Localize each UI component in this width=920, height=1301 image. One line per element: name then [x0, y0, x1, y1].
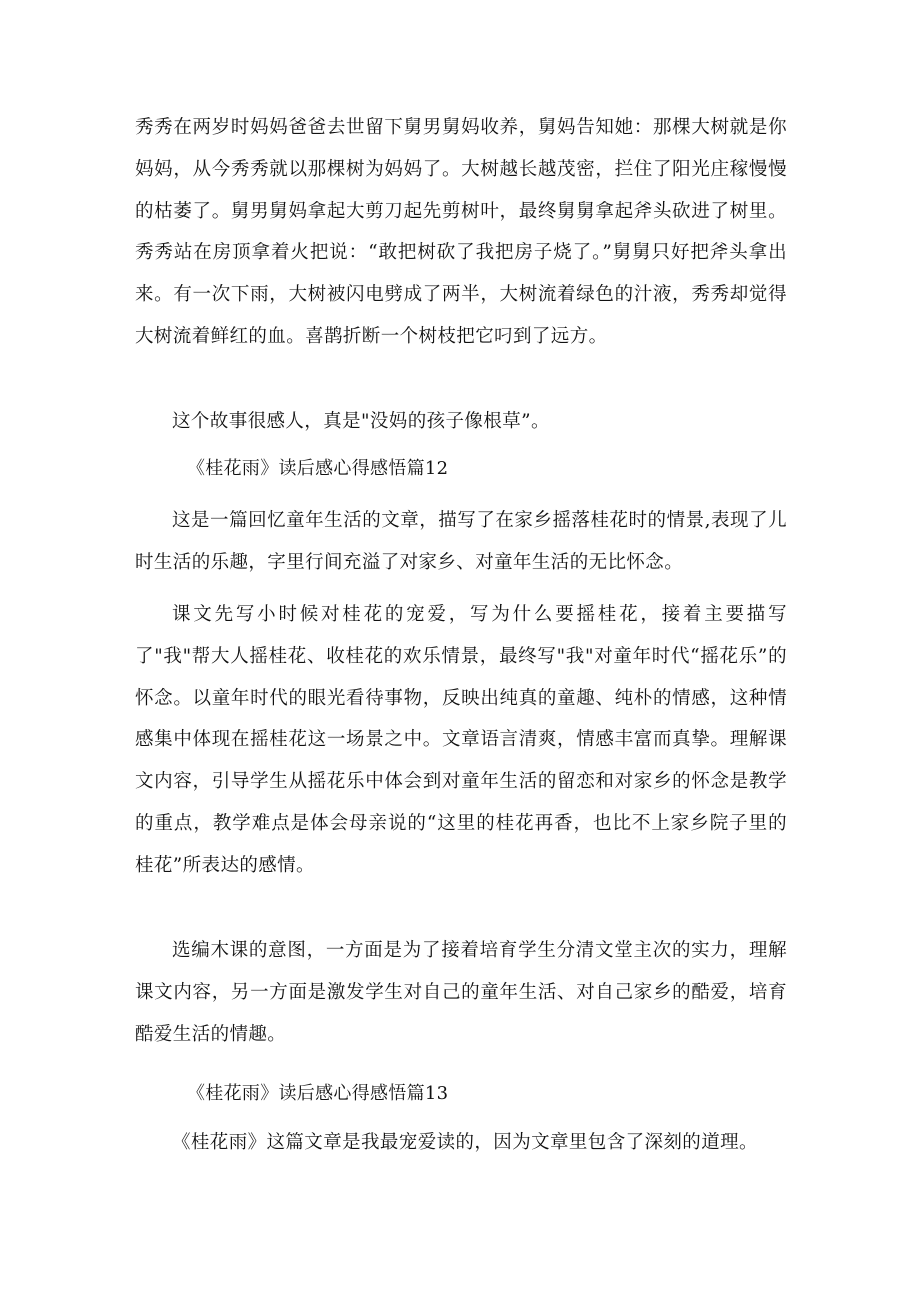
section-heading-12: 《桂花雨》读后感心得感悟篇12: [187, 458, 449, 479]
essay-analysis-paragraph: 课文先写小时候对桂花的宠爱，写为什么要摇桂花，接着主要描写了"我"帮大人摇桂花、收桂花的欢乐情景，最终写"我"对童年时代“摇花乐”的怀念。以童年时代的眼光看待事物，反映出纯真的童趣、纯朴的情感，这种情感集中体现在摇桂花这一场景之中。文章语言清爽，情感丰富而真挚。理解课文内容，引导学生从摇花乐中体会到对童年生活的留恋和对家乡的怀念是教学的重点，教学难点是体会母亲说的“这里的桂花再香，也比不上家乡院子里的桂花”所表达的感情。: [135, 604, 787, 876]
essay-opening-paragraph: 《桂花雨》这篇文章是我最宠爱读的，因为文章里包含了深刻的道理。: [172, 1132, 758, 1153]
essay-intro-paragraph: 这是一篇回忆童年生活的文章，描写了在家乡摇落桂花时的情景,表现了儿时生活的乐趣，字里行间充溢了对家乡、对童年生活的无比怀念。: [135, 510, 787, 573]
lesson-intent-paragraph: 选编木课的意图，一方面是为了接着培育学生分清文堂主次的实力，理解课文内容，另一方面是激发学生对自己的童年生活、对自己家乡的酷爱，培育酷爱生活的情趣。: [135, 940, 787, 1045]
story-comment-paragraph: 这个故事很感人，真是"没妈的孩子像根草”。: [172, 411, 550, 432]
story-summary-paragraph: 秀秀在两岁时妈妈爸爸去世留下舅男舅妈收养，舅妈告知她：那棵大树就是你妈妈，从今秀秀就以那棵树为妈妈了。大树越长越茂密，拦住了阳光庄稼慢慢的枯萎了。舅男舅妈拿起大剪刀起先剪树叶，最终舅舅拿起斧头砍进了树里。秀秀站在房顶拿着火把说：“敢把树砍了我把房子烧了。”舅舅只好把斧头拿出来。有一次下雨，大树被闪电劈成了两半，大树流着绿色的汁液，秀秀却觉得大树流着鲜红的血。喜鹊折断一个树枝把它叼到了远方。: [135, 117, 787, 347]
section-heading-13: 《桂花雨》读后感心得感悟篇13: [187, 1083, 449, 1104]
